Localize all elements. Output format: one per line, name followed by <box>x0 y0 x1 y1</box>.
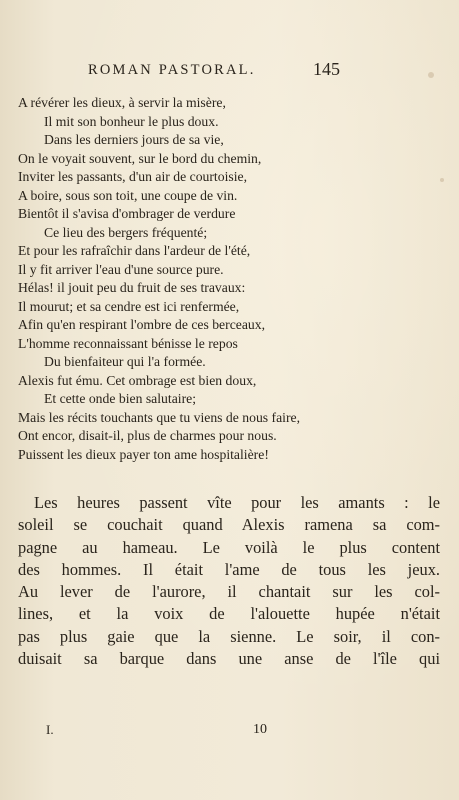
prose-line: Au lever de l'aurore, il chantait sur les col- <box>18 582 440 602</box>
verse-line: Et pour les rafraîchir dans l'ardeur de l'été, <box>18 243 251 258</box>
verse-line: Il mourut; et sa cendre est ici renfermée, <box>18 298 240 314</box>
page-header <box>0 59 459 84</box>
verse-line: A boire, sous son toit, une coupe de vin. <box>18 187 238 203</box>
verse-line: Hélas! il jouit peu du fruit de ses travaux: <box>18 280 246 295</box>
running-title: ROMAN PASTORAL. <box>88 62 256 78</box>
verse-line: Puissent les dieux payer ton ame hospitalière! <box>18 446 269 462</box>
verse-line: On le voyait souvent, sur le bord du chemin, <box>18 150 262 166</box>
signature-number: 10 <box>253 722 267 737</box>
verse-line: Alexis fut ému. Cet ombrage est bien doux, <box>18 372 257 388</box>
page-footer <box>0 722 459 742</box>
prose-line: lines, et la voix de l'alouette hupée n'était <box>18 604 440 624</box>
signature-mark: I. <box>46 722 54 737</box>
prose-line: pas plus gaie que la sienne. Le soir, il con- <box>18 626 440 646</box>
verse-line: Ont encor, disait-il, plus de charmes pour nous. <box>18 428 277 443</box>
verse-line: Du bienfaiteur qui l'a formée. <box>44 354 206 369</box>
verse-line: Et cette onde bien salutaire; <box>44 391 197 406</box>
prose-line: Les heures passent vîte pour les amants : le <box>34 493 440 512</box>
verse-line: A révérer les dieux, à servir la misère, <box>18 95 226 110</box>
verse-line: Il mit son bonheur le plus doux. <box>44 113 219 129</box>
verse-line: Il y fit arriver l'eau d'une source pure. <box>18 261 224 277</box>
verse-line: Dans les derniers jours de sa vie, <box>44 132 224 147</box>
prose-line: des hommes. Il était l'ame de tous les jeux. <box>18 559 440 579</box>
verse-line: Ce lieu des bergers fréquenté; <box>44 224 208 240</box>
verse-line: L'homme reconnaissant bénisse le repos <box>18 335 238 351</box>
verse-block <box>18 94 448 464</box>
prose-line: soleil se couchait quand Alexis ramena sa com- <box>18 515 440 535</box>
prose-line: pagne au hameau. Le voilà le plus content <box>18 537 440 557</box>
verse-line: Bientôt il s'avisa d'ombrager de verdure <box>18 206 236 221</box>
page-number: 145 <box>313 59 340 79</box>
prose-block <box>18 492 440 670</box>
prose-line: duisait sa barque dans une anse de l'île qui <box>18 649 440 669</box>
verse-line: Inviter les passants, d'un air de courtoisie, <box>18 169 248 184</box>
verse-line: Afin qu'en respirant l'ombre de ces berceaux, <box>18 317 266 332</box>
verse-line: Mais les récits touchants que tu viens de nous faire, <box>18 409 301 425</box>
